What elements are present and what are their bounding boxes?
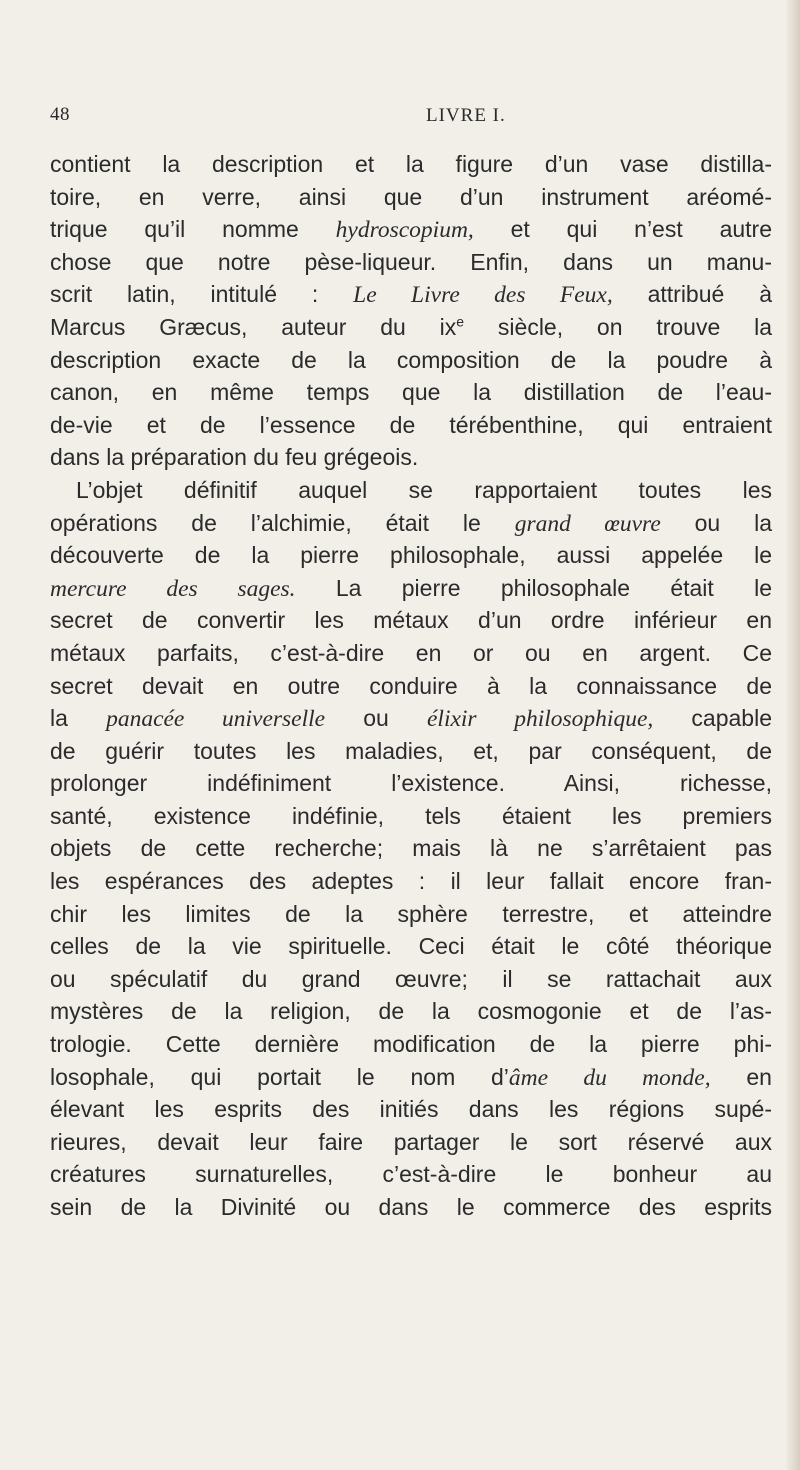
text-line: dans la préparation du feu grégeois. [50,444,419,471]
text-line: sein de la Divinité ou dans le commerce des esprits [50,1194,772,1220]
running-title: LIVRE I. [426,105,506,126]
text-line: trique qu’il nomme hydroscopium, et qui n’est autre [50,216,772,244]
text-line: secret de convertir les métaux d’un ordre inférieur en [50,607,772,634]
text-line: prolonger indéfiniment l’existence. Ainsi, richesse, [50,770,772,797]
text-line: celles de la vie spirituelle. Ceci était le côté théorique [50,933,772,960]
text-line: chose que notre pèse-liqueur. Enfin, dans un manu- [50,248,772,275]
text-line: élevant les esprits des initiés dans les régions supé- [50,1096,772,1123]
superscript: e [456,313,465,330]
text-line: chir les limites de la sphère terrestre, et atteindre [50,900,772,927]
italic-term: grand œuvre [514,510,661,537]
text-line: Marcus Græcus, auteur du $ix^e$ siècle, on trouve la [50,313,772,340]
text-line: mystères de la religion, de la cosmogonie et de l’as- [50,998,772,1025]
italic-term: âme du monde, [508,1064,711,1091]
italic-term: Le Livre des Feux, [353,282,613,309]
italic-term: panacée universelle [106,706,326,733]
text-line: découverte de la pierre philosophale, aussi appelée le [50,542,772,569]
text-line: losophale, qui portait le nom d’âme du monde, en [50,1063,772,1091]
text-line: toire, en verre, ainsi que d’un instrument aréomé- [50,183,772,210]
text-line: ou spéculatif du grand œuvre; il se rattachait aux [50,965,772,992]
page-edge-shadow [786,0,800,1470]
text-line: rieures, devait leur faire partager le sort réservé aux [50,1128,772,1155]
italic-term: mercure des sages. [50,575,296,602]
running-head [0,100,800,132]
text-line: de guérir toutes les maladies, et, par conséquent, de [50,737,772,764]
italic-term: hydroscopium, [335,217,474,244]
text-line: scrit latin, intitulé : Le Livre des Feux, attribué à [50,281,772,309]
text-line: trologie. Cette dernière modification de la pierre phi- [50,1031,772,1058]
text-line: de-vie et de l’essence de térébenthine, qui entraient [50,411,772,438]
text-line: santé, existence indéfinie, tels étaient les premiers [50,802,772,829]
text-line: métaux parfaits, c’est-à-dire en or ou en argent. Ce [50,639,772,666]
text-line: mercure des sages. La pierre philosophale était le [50,574,772,602]
text-line: les espérances des adeptes : il leur fallait encore fran- [50,868,772,895]
text-line: canon, en même temps que la distillation de l’eau- [50,379,772,406]
text-line: contient la description et la figure d’un vase distilla- [50,151,772,177]
body-text [50,148,772,1224]
text-line: créatures surnaturelles, c’est-à-dire le bonheur au [50,1161,772,1188]
italic-term: élixir philosophique, [426,706,654,733]
text-line: la panacée universelle ou élixir philosophique, capable [50,705,772,733]
text-line: secret devait en outre conduire à la connaissance de [50,672,772,699]
text-line: L’objet définitif auquel se rapportaient toutes les [76,476,772,503]
text-line: objets de cette recherche; mais là ne s’arrêtaient pas [50,835,772,862]
text-line: opérations de l’alchimie, était le grand œuvre ou la [50,509,772,537]
text-line: description exacte de la composition de la poudre à [50,346,772,373]
page-number: 48 [50,104,70,125]
